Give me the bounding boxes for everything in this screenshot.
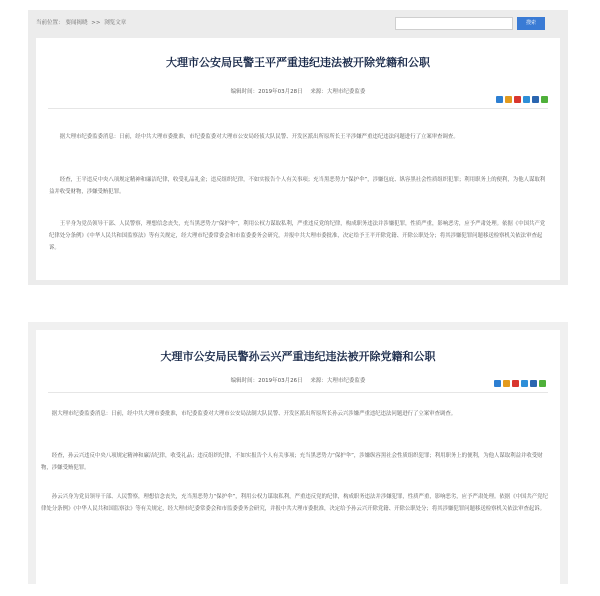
article-date: 编辑时间：2019年03月28日 bbox=[230, 89, 303, 95]
renren-icon[interactable] bbox=[532, 96, 539, 103]
add-share-icon[interactable] bbox=[496, 96, 503, 103]
article-title: 大理市公安局民警孙云兴严重违纪违法被开除党籍和公职 bbox=[160, 350, 436, 363]
article-date: 编辑时间：2019年03月26日 bbox=[230, 378, 303, 384]
wechat-icon[interactable] bbox=[541, 96, 548, 103]
article-paragraph: 据大理市纪委监委消息：日前，经中共大理市委批准，市纪委监委对大理市公安局经侦大队民警、开发区派出所原所长王平涉嫌严重违纪违法问题进行了立案审查调查。 bbox=[59, 134, 459, 140]
article-paragraph: 经查，王平违反中央八项规定精神和廉洁纪律，收受礼品礼金；违反组织纪律，不如实报告个人有关事项；充当黑恶势力“保护伞”，涉嫌包庇、纵容黑社会性质组织犯罪；利用职务上的便利，为他人谋取利益并收受财物，涉嫌受贿犯罪。 bbox=[49, 177, 546, 195]
wechat-icon[interactable] bbox=[539, 380, 546, 387]
article-source: 来源：大理市纪委监委 bbox=[310, 89, 366, 95]
divider bbox=[48, 392, 548, 393]
weibo-icon[interactable] bbox=[514, 96, 521, 103]
breadcrumb-current: 浏览文章 bbox=[104, 20, 127, 26]
tencent-weibo-icon[interactable] bbox=[521, 380, 528, 387]
share-bar bbox=[494, 380, 546, 387]
breadcrumb-prefix: 当前位置： bbox=[36, 20, 64, 26]
article-source: 来源：大理市纪委监委 bbox=[310, 378, 366, 384]
article-card-2 bbox=[36, 330, 560, 592]
article-meta bbox=[36, 87, 560, 95]
breadcrumb-separator: >> bbox=[91, 20, 101, 26]
breadcrumb-section-link[interactable]: 要闻揭晓 bbox=[65, 20, 88, 26]
search-input[interactable] bbox=[395, 17, 513, 30]
article-meta bbox=[36, 376, 560, 384]
article-panel-top bbox=[28, 10, 568, 285]
qzone-icon[interactable] bbox=[505, 96, 512, 103]
tencent-weibo-icon[interactable] bbox=[523, 96, 530, 103]
renren-icon[interactable] bbox=[530, 380, 537, 387]
article-panel-bottom bbox=[28, 322, 568, 584]
article-paragraph: 据大理市纪委监委消息：日前，经中共大理市委批准，市纪委监委对大理市公安局法制大队民警、开发区派出所原所长孙云兴涉嫌严重违纪违法问题进行了立案审查调查。 bbox=[51, 411, 457, 417]
article-paragraph: 孙云兴身为党员领导干部、人民警察，理想信念丧失，充当黑恶势力“保护伞”，利用公权力谋取私利，严重违反党的纪律，构成职务违法并涉嫌犯罪，性质严重，影响恶劣，应予严肃处理。依据《中国共产党纪律处分条例》《中华人民共和国监察法》等有关规定，经大理市纪委常委会和市监委委务会研究，并报中共大理市委批准，决定给予孙云兴开除党籍、开除公职处分；将其涉嫌犯罪问题移送检察机关依法审查起诉。 bbox=[41, 494, 548, 512]
article-title: 大理市公安局民警王平严重违纪违法被开除党籍和公职 bbox=[166, 56, 430, 69]
search-button[interactable]: 搜索 bbox=[517, 17, 545, 30]
share-bar bbox=[496, 96, 548, 103]
article-paragraph: 王平身为党员领导干部、人民警察，理想信念丧失，充当黑恶势力“保护伞”，利用公权力谋取私利，严重违反党的纪律，构成职务违法并涉嫌犯罪，性质严重，影响恶劣，应予严肃处理。依据《中国共产党纪律处分条例》《中华人民共和国监察法》等有关规定，经大理市纪委常委会和市监委委务会研究，并报中共大理市委批准，决定给予王平开除党籍、开除公职处分；将其涉嫌犯罪问题移送检察机关依法审查起诉。 bbox=[49, 221, 546, 251]
article-card-1 bbox=[36, 38, 560, 280]
qzone-icon[interactable] bbox=[503, 380, 510, 387]
add-share-icon[interactable] bbox=[494, 380, 501, 387]
weibo-icon[interactable] bbox=[512, 380, 519, 387]
breadcrumb bbox=[36, 18, 128, 26]
divider bbox=[48, 108, 548, 109]
article-paragraph: 经查，孙云兴违反中央八项规定精神和廉洁纪律，收受礼品；违反组织纪律，不如实报告个人有关事项；充当黑恶势力“保护伞”，涉嫌纵容黑社会性质组织犯罪；利用职务上的便利，为他人谋取利益并收受财物，涉嫌受贿犯罪。 bbox=[41, 453, 543, 471]
